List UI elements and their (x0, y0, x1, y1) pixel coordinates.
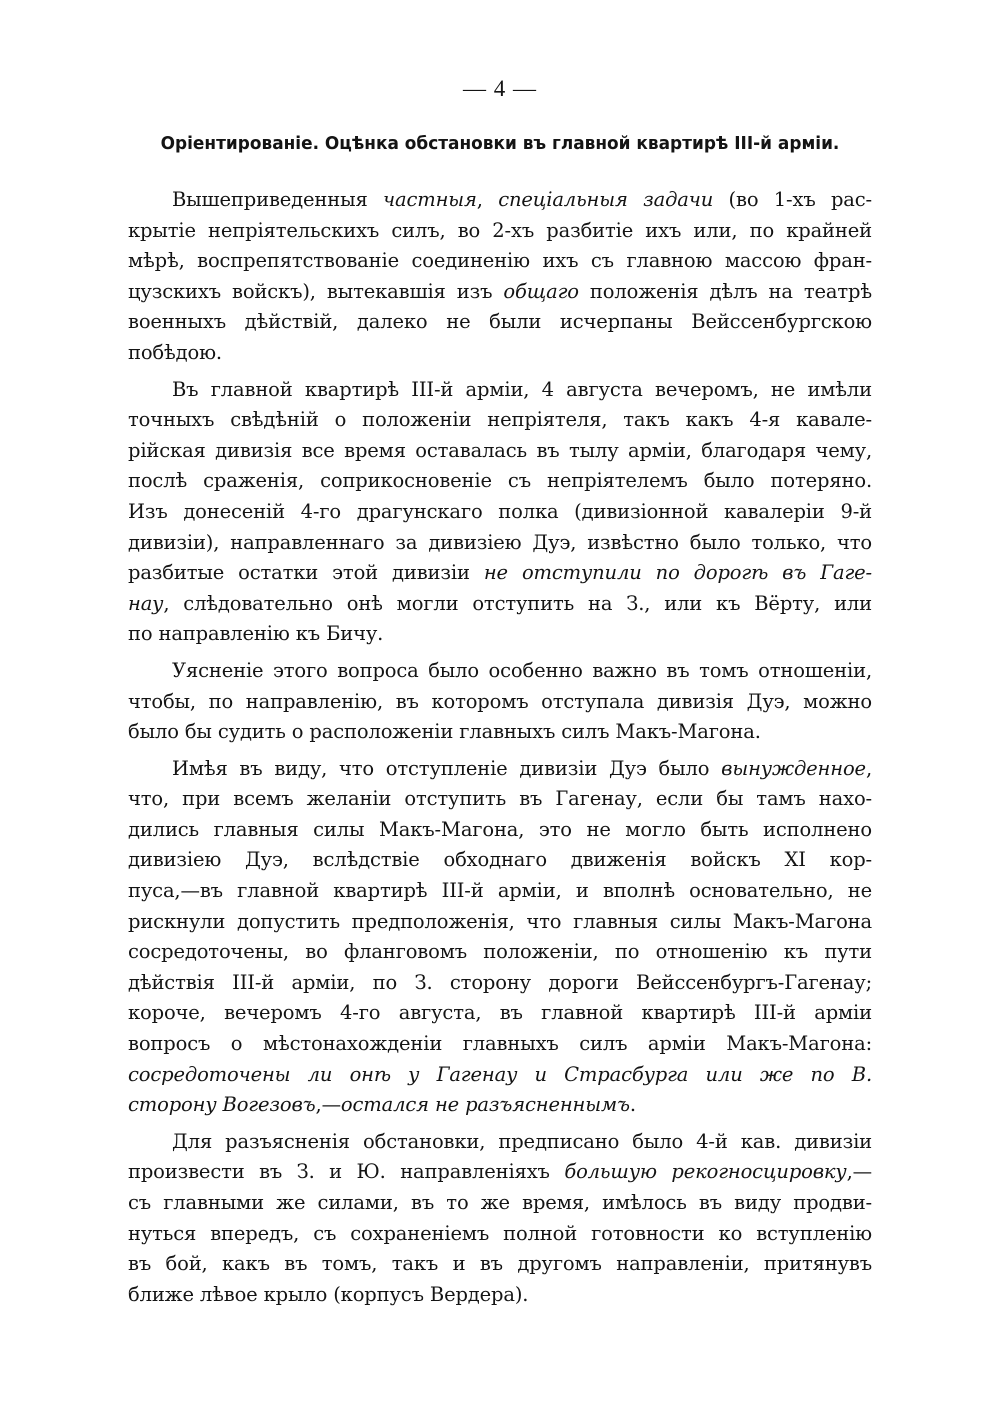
italic-text: остался не разъясненнымъ (340, 1093, 630, 1117)
text-line (128, 528, 872, 559)
text-run: произвести въ З. и Ю. направленіяхъ (128, 1160, 565, 1184)
text-run: Уясненіе этого вопроса было особенно важно въ томъ отношеніи, (172, 658, 872, 682)
text-run: ближе лѣвое крыло (корпусъ Вердера). (128, 1282, 529, 1306)
text-line (128, 497, 872, 528)
text-run: побѣдою. (128, 340, 222, 364)
text-line (128, 246, 872, 277)
text-run: дились главныя силы Макъ-Магона, это не могло быть исполнено (128, 817, 872, 841)
paragraph (128, 1127, 872, 1311)
text-line (128, 998, 872, 1029)
text-line (128, 375, 872, 406)
italic-text: общаго (503, 279, 579, 303)
text-run: мѣрѣ, воспрепятствованіе соединенію ихъ съ главною массою фран- (128, 249, 872, 273)
text-line (128, 466, 872, 497)
text-run: Въ главной квартирѣ III-й арміи, 4 августа вечеромъ, не имѣли (172, 377, 872, 401)
text-run: (во 1-хъ рас- (713, 188, 872, 211)
text-run: нуться впередъ, съ сохраненіемъ полной готовности ко вступленію (128, 1221, 872, 1245)
text-line (128, 1127, 872, 1158)
text-line (128, 1188, 872, 1219)
paragraph (128, 656, 872, 748)
text-line (128, 876, 872, 907)
text-line (128, 1280, 872, 1311)
text-run: короче, вечеромъ 4-го августа, въ главной квартирѣ III-й арміи (128, 1001, 872, 1025)
text-line (128, 185, 872, 216)
text-line (128, 784, 872, 815)
text-run: . (629, 1093, 636, 1117)
text-line (128, 754, 872, 785)
paragraph (128, 754, 872, 1121)
text-line (128, 656, 872, 687)
text-run: сосредоточены, во фланговомъ положеніи, по отношенію къ пути (128, 940, 872, 964)
text-run: съ главными же силами, въ то же время, имѣлось въ виду продви- (128, 1191, 872, 1214)
text-run: крытіе непріятельскихъ силъ, во 2-хъ разбитіе ихъ или, по крайней (128, 218, 872, 242)
text-line (128, 1029, 872, 1060)
text-run: ,— (315, 1093, 341, 1117)
text-line (128, 436, 872, 467)
text-line (128, 1157, 872, 1188)
text-line (128, 907, 872, 938)
text-run: послѣ сраженія, соприкосновеніе съ непріятелемъ было потеряно. (128, 469, 872, 493)
text-line (128, 1219, 872, 1250)
text-line (128, 1249, 872, 1280)
page-number: — 4 — (463, 76, 537, 101)
text-run: , (865, 756, 872, 780)
italic-text: частныя (383, 188, 477, 211)
text-line (128, 619, 872, 650)
section-heading: Оріентированіе. Оцѣнка обстановки въ главной квартирѣ III-й арміи. (160, 133, 840, 154)
text-run: по направленію къ Бичу. (128, 622, 384, 646)
text-run: дѣйствія III-й арміи, по З. сторону дороги Вейссенбургъ-Гагенау; (128, 970, 872, 994)
paragraph (128, 185, 872, 369)
text-line (128, 216, 872, 247)
text-run: военныхъ дѣйствій, далеко не были исчерпаны Вейссенбургскою (128, 310, 872, 334)
text-run: Имѣя въ виду, что отступленіе дивизіи Дуэ было (172, 756, 722, 780)
paragraph (128, 375, 872, 650)
text-line (128, 1090, 872, 1121)
text-run: Вышеприведенныя (172, 188, 384, 211)
text-line (128, 968, 872, 999)
italic-text: нау (128, 591, 164, 615)
text-run: Для разъясненія обстановки, предписано было 4-й кав. дивизіи (172, 1129, 872, 1153)
text-run: дивизіи), направленнаго за дивизіею Дуэ, извѣстно было только, что (128, 530, 872, 554)
text-line (128, 405, 872, 436)
italic-text: сторону Вогезовъ (128, 1093, 316, 1117)
text-run: разбитые остатки этой дивизіи (128, 561, 484, 585)
text-line (128, 277, 872, 308)
text-run: рискнули допустить предположенія, что главныя силы Макъ-Магона (128, 909, 872, 933)
text-run: пуса,—въ главной квартирѣ III-й арміи, и вполнѣ основательно, не (128, 879, 872, 903)
text-line (128, 307, 872, 338)
text-run: точныхъ свѣдѣній о положеніи непріятеля, такъ какъ 4-я кавале- (128, 408, 872, 432)
text-run: было бы судить о расположеніи главныхъ силъ Макъ-Магона. (128, 720, 761, 744)
italic-text: большую рекогносцировку (564, 1160, 847, 1184)
text-line (128, 558, 872, 589)
text-line (128, 717, 872, 748)
text-line (128, 937, 872, 968)
text-run: вопросъ о мѣстонахожденіи главныхъ силъ арміи Макъ-Магона: (128, 1032, 872, 1056)
text-line (128, 589, 872, 620)
text-run: , (476, 188, 499, 211)
italic-text: вынужденное (721, 756, 866, 780)
text-line (128, 338, 872, 369)
text-run: ,— (846, 1160, 872, 1184)
text-line (128, 845, 872, 876)
text-line (128, 687, 872, 718)
text-line (128, 815, 872, 846)
text-run: чтобы, по направленію, въ которомъ отступала дивизія Дуэ, можно (128, 689, 872, 713)
text-run: Изъ донесеній 4-го драгунскаго полка (дивизіонной кавалеріи 9-й (128, 499, 872, 523)
text-run: цузскихъ войскъ), вытекавшія изъ (128, 279, 504, 303)
text-run: рійская дивизія все время оставалась въ тылу арміи, благодаря чему, (128, 438, 872, 462)
text-line (128, 1060, 872, 1091)
italic-text: сосредоточены ли онѣ у Гагенау и Страсбурга или же по В. (128, 1062, 872, 1086)
italic-text: спеціальныя задачи (498, 188, 714, 211)
body-text (128, 185, 872, 1310)
text-run: что, при всемъ желаніи отступить въ Гагенау, если бы тамъ нахо- (128, 787, 872, 811)
text-run: дивизіею Дуэ, вслѣдствіе обходнаго движенія войскъ XI кор- (128, 848, 872, 872)
text-run: , слѣдовательно онѣ могли отступить на З., или къ Вёрту, или (163, 591, 872, 615)
text-run: въ бой, какъ въ томъ, такъ и въ другомъ направленіи, притянувъ (128, 1252, 872, 1276)
italic-text: не отступили по дорогѣ въ Гаге- (483, 561, 872, 585)
text-run: положенія дѣлъ на театрѣ (578, 279, 872, 303)
